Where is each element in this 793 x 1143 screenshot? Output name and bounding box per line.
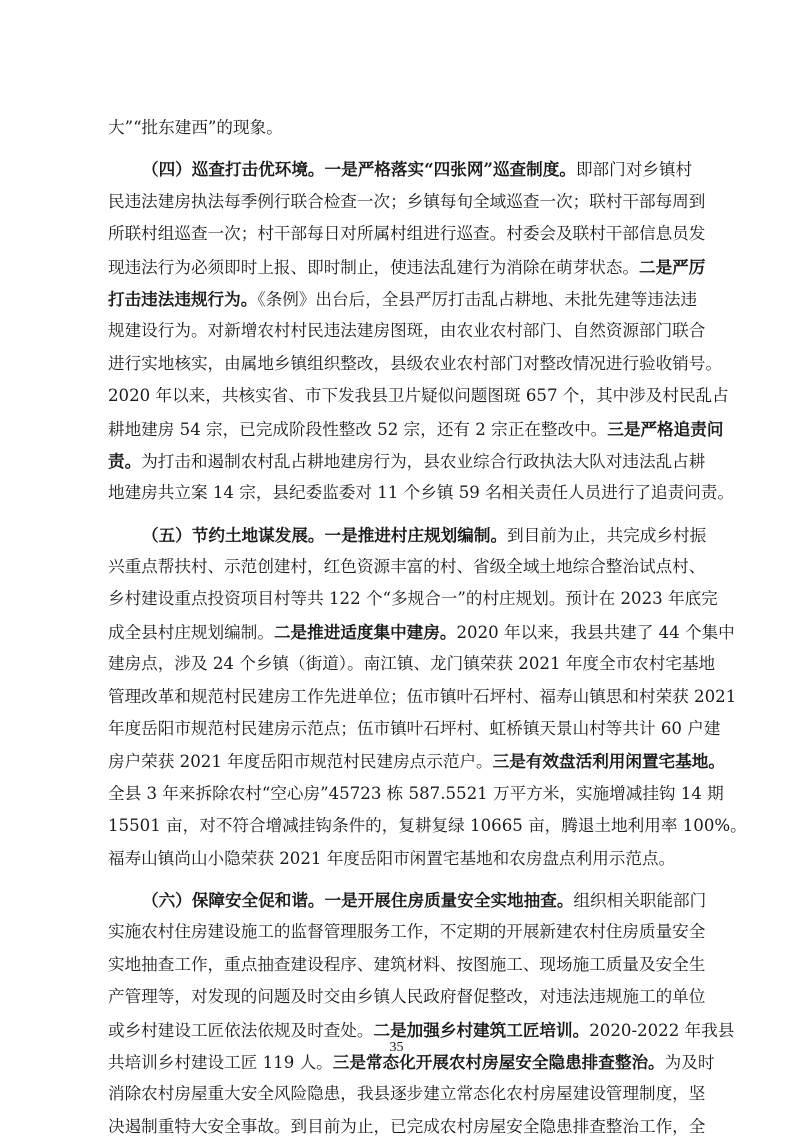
text-line [108,884,707,916]
text-run: 共培训乡村建设工匠 119 人。 [108,1052,333,1072]
text-line [108,519,707,551]
text-line [108,380,729,412]
text-run: 房户荣获 2021 年度岳阳市规范村民建房点示范户。 [108,752,493,772]
paragraph [108,112,685,144]
text-line [108,251,706,283]
bold-text: 三是常态化开展农村房屋安全隐患排查整治。 [332,1051,665,1072]
bold-text: 二是加强乡村建筑工匠培训。 [373,1019,590,1040]
bold-text: （五）节约土地谋发展。 [142,524,325,545]
text-run: 即部门对乡镇村 [575,160,693,180]
bold-text: 一是严格落实“四张网”巡查制度。 [324,159,576,180]
text-run: 为及时 [664,1052,715,1072]
text-line [108,681,737,713]
bold-text: 三是严格追责问 [607,418,724,439]
text-run: 大”“批东建西”的现象。 [108,118,283,137]
text-line [108,1078,706,1110]
bold-text: 二是严厉 [639,256,706,277]
text-run: 现违法行为必须即时上报、即时制止，使违法乱建行为消除在萌芽状态。 [108,257,639,277]
text-run: 民违法建房执法每季例行联合检查一次；乡镇每旬全域巡查一次；联村干部每周到 [108,191,706,211]
text-run: 组织相关职能部门 [573,890,707,910]
bold-text: 三是有效盘活利用闲置宅基地。 [492,751,725,772]
text-line [108,186,706,218]
text-line [108,551,706,583]
paragraph [108,519,747,875]
text-run: 规建设行为。对新增农村村民违法建房图斑，由农业农村部门、自然资源部门联合 [108,321,706,341]
text-run: 15501 亩，对不符合增减挂钩条件的，复耕复绿 10665 亩，腾退土地利用率 100%。 [108,816,747,836]
bold-text: （四）巡查打击优环境。 [142,159,325,180]
text-line [108,810,747,842]
text-line [108,315,706,347]
bold-text: 一是开展住房质量安全实地抽查。 [324,889,574,910]
text-line [108,616,735,648]
text-run: 实施农村住房建设施工的监督管理服务工作，不定期的开展新建农村住房质量安全 [108,922,706,942]
text-run: 消除农村房屋重大安全风险隐患，我县逐步建立常态化农村房屋建设管理制度，坚 [108,1084,706,1104]
bold-text: （六）保障安全促和谐。 [142,889,325,910]
text-line [108,153,693,185]
text-line [108,1111,706,1143]
text-run: 或乡村建设工匠依法依规及时查处。 [108,1020,374,1040]
text-run: 决遏制重特大安全事故。到目前为止，已完成农村房屋安全隐患排查整治工作，全 [108,1116,706,1136]
paragraph [108,153,734,509]
text-run: 管理改革和规范村民建房工作先进单位；伍市镇叶石坪村、福寿山镇思和村荣获 2021 [108,686,737,706]
text-run: 为打击和遏制农村乱占耕地建房行为，县农业综合行政执法大队对违法乱占耕 [141,451,706,471]
text-run: 2020 年以来，我县共建了 44 个集中 [456,622,735,642]
text-run: 乡村建设重点投资项目村等共 122 个“多规合一”的村庄规划。预计在 2023 年底完 [108,589,718,609]
text-line [108,916,706,948]
text-line [108,648,716,680]
text-run: 耕地建房 54 宗，已完成阶段性整改 52 宗，还有 2 宗正在整改中。 [108,419,608,439]
text-line [108,583,718,615]
text-line [108,778,724,810]
text-run: 成全县村庄规划编制。 [108,622,274,642]
bold-text: 二是推进适度集中建房。 [273,621,457,642]
text-line [108,218,706,250]
bold-text: 责。 [108,450,142,471]
text-line [108,477,734,509]
paragraph-gap [108,144,685,153]
text-line [108,713,721,745]
text-line [108,413,724,445]
text-run: 到目前为止，共完成乡村振 [507,525,707,545]
text-line [108,348,722,380]
text-line [108,112,685,144]
document-body [108,112,747,1143]
paragraph-gap [108,510,685,519]
text-line [108,445,706,477]
bold-text: 一是推进村庄规划编制。 [324,524,508,545]
text-run: 《条例》出台后，全县严厉打击乱占耕地、未批先建等违法违 [257,289,698,309]
text-run: 2020-2022 年我县 [589,1020,735,1040]
page-number: 35 [389,1040,404,1055]
text-run: 建房点，涉及 24 个乡镇（街道）。南江镇、龙门镇荣获 2021 年度全市农村宅基地 [108,654,716,674]
text-run: 实地抽查工作，重点抽查建设程序、建筑材料、按图施工、现场施工质量及安全生 [108,954,706,974]
text-run: 地建房共立案 14 宗，县纪委监委对 11 个乡镇 59 名相关责任人员进行了追责问责。 [108,483,734,503]
bold-text: 打击违法违规行为。 [108,288,258,309]
text-run: 2020 年以来，共核实省、市下发我县卫片疑似问题图斑 657 个，其中涉及村民乱占 [108,386,729,406]
text-line [108,981,706,1013]
text-line [108,283,698,315]
text-line [108,745,725,777]
text-line [108,949,706,981]
paragraph [108,884,735,1143]
text-run: 全县 3 年来拆除农村“空心房”45723 栋 587.5521 万平方米，实施增减挂钩 14 期 [108,783,724,803]
text-run: 福寿山镇尚山小隐荣获 2021 年度岳阳市闲置宅基地和农房盘点利用示范点。 [108,848,676,868]
text-line [108,843,685,875]
text-run: 产管理等，对发现的问题及时交由乡镇人民政府督促整改，对违法违规施工的单位 [108,987,706,1007]
text-run: 年度岳阳市规范村民建房示范点；伍市镇叶石坪村、虹桥镇天景山村等共计 60 户建 [108,719,721,739]
paragraph-gap [108,875,685,884]
text-run: 兴重点帮扶村、示范创建村，红色资源丰富的村、省级全域土地综合整治试点村、 [108,557,706,577]
text-run: 所联村组巡查一次；村干部每日对所属村组进行巡查。村委会及联村干部信息员发 [108,224,706,244]
text-run: 进行实地核实，由属地乡镇组织整改，县级农业农村部门对整改情况进行验收销号。 [108,353,722,373]
